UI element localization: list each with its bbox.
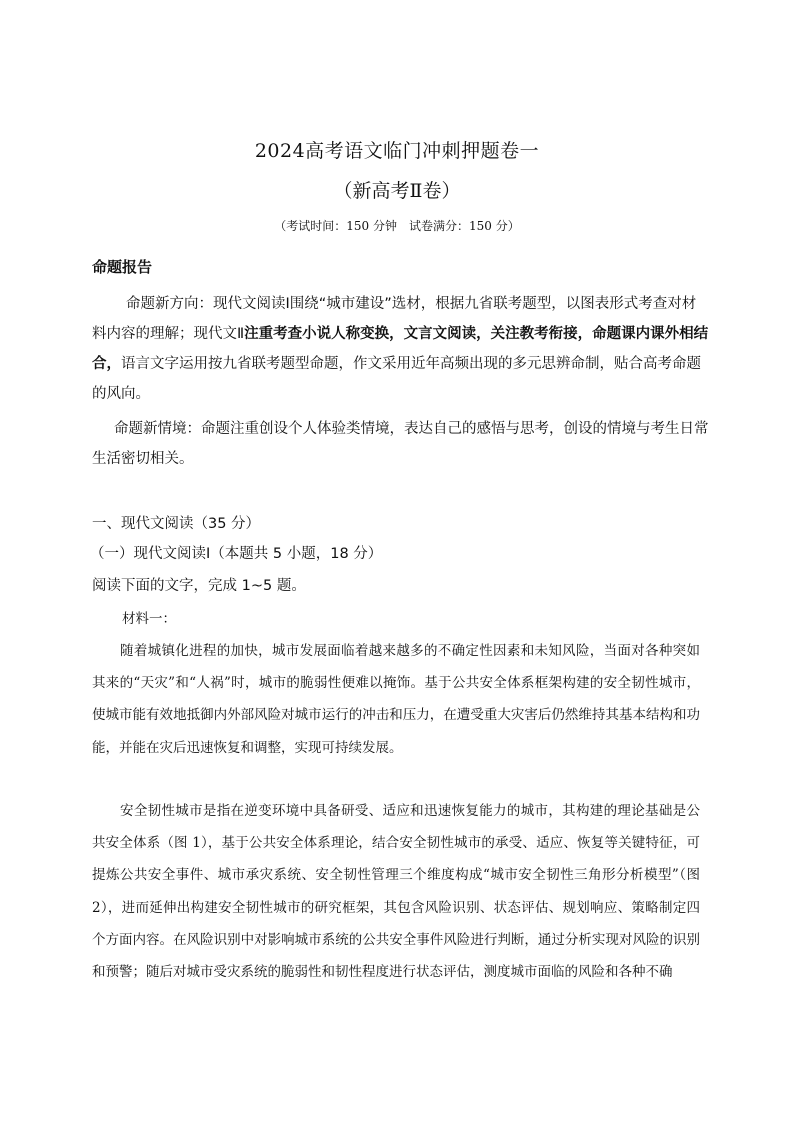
material-paragraph-1: 随着城镇化进程的加快，城市发展面临着越来越多的不确定性因素和未知风险，当面对各种突如其来的“天灾”和“人祸”时，城市的脆弱性便难以掩饰。基于公共安全体系框架构建的安全韧性城市，使城市能有效地抵御内外部风险对城市运行的冲击和压力，在遭受重大灾害后仍然维持其基本结构和功能，并能在灾后迅速恢复和调整，实现可持续发展。	[92, 643, 700, 756]
report-direction-text-bold: 注重考查小说人称变换，文言文阅读，关注教考衔接，命题课内课外相结合，	[92, 326, 709, 372]
report-paragraph-direction	[92, 289, 710, 409]
material-paragraph-2: 安全韧性城市是指在逆变环境中具备研受、适应和迅速恢复能力的城市，其构建的理论基础是公共安全体系（图 1），基于公共安全体系理论，结合安全韧性城市的承受、适应、恢复等关键特征，可提炼公共安全事件、城市承灾系统、安全韧性管理三个维度构成“城市安全韧性三角形分析模型”（图 2），进而延伸出构建安全韧性城市的研究框架，其包含风险识别、状态评估、规划响应、策略制定四个方面内容。在风险识别中对影响城市系统的公共安全事件风险进行判断，通过分析实现对风险的识别和预警；随后对城市受灾系统的脆弱性和韧性程度进行状态评估，测度城市面临的风险和各种不确	[92, 803, 700, 981]
subsection-title: （一）现代文阅读Ⅰ	[90, 546, 211, 562]
report-paragraph-context: 命题新情境：命题注重创设个人体验类情境，表达自己的感悟与思考，创设的情境与考生日常生活密切相关。	[92, 421, 709, 467]
report-direction-text-c: 语言文字运用按九省联考题型命题，作文采用近年高频出现的多元思辨命制，贴合高考命题的风向。	[92, 356, 701, 402]
material-label: 材料一：	[122, 611, 176, 627]
exam-title: 2024高考语文临门冲刺押题卷一	[254, 140, 540, 162]
report-direction-text-a: 命题新方向：现代文阅读Ⅰ围绕“城市建设”选材，根据九省联考题型，以图表形式考查对材料内容的理解；现代文Ⅱ	[92, 296, 697, 342]
part-heading: 一、现代文阅读（35 分）	[92, 516, 261, 532]
subsection-scoring: （本题共 5 小题，18 分）	[210, 546, 383, 562]
exam-subtitle: （新高考Ⅱ卷）	[333, 180, 461, 202]
report-heading: 命题报告	[92, 258, 153, 276]
reading-instruction: 阅读下面的文字，完成 1~5 题。	[92, 578, 306, 594]
subsection-heading	[90, 542, 382, 563]
exam-time-score-info: （考试时间：150 分钟 试卷满分：150 分）	[274, 219, 520, 233]
